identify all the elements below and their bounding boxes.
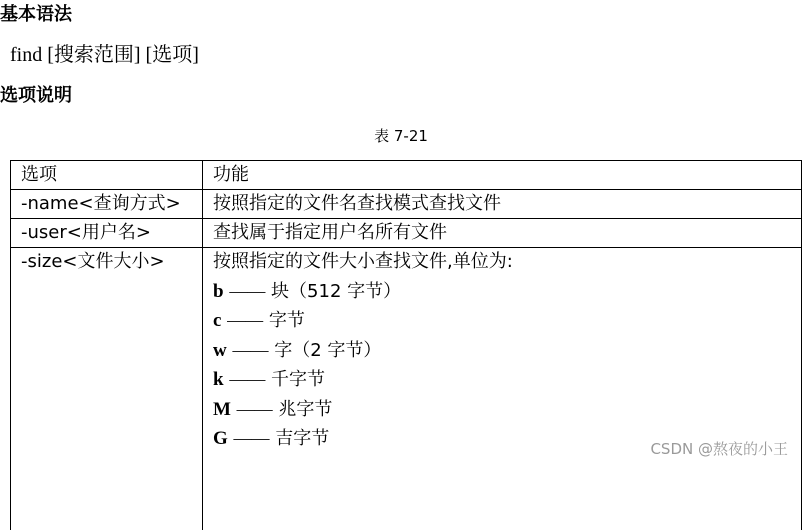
- function-cell: 按照指定的文件名查找模式查找文件: [203, 190, 802, 219]
- unit-dash: ——: [227, 310, 263, 330]
- basic-syntax-heading: 基本语法: [0, 4, 72, 26]
- table-caption: 表 7-21: [0, 126, 802, 146]
- size-unit-line: [213, 395, 801, 425]
- unit-dash: ——: [229, 369, 265, 389]
- unit-desc: 块（512 字节）: [271, 281, 401, 302]
- option-cell: -name<查询方式>: [11, 190, 203, 219]
- options-table: [10, 160, 802, 530]
- function-cell: 查找属于指定用户名所有文件: [203, 219, 802, 248]
- unit-code: w: [213, 340, 227, 361]
- table-row: [11, 190, 802, 219]
- unit-desc: 字（2 字节）: [274, 340, 381, 361]
- unit-code: b: [213, 281, 224, 302]
- option-cell: -size<文件大小>: [11, 248, 203, 530]
- header-function: 功能: [203, 161, 802, 190]
- unit-dash: ——: [237, 399, 273, 419]
- size-unit-line: [213, 365, 801, 395]
- unit-code: k: [213, 369, 224, 390]
- unit-desc: 千字节: [271, 369, 325, 390]
- size-function-text: 按照指定的文件大小查找文件,单位为:: [213, 248, 801, 277]
- unit-dash: ——: [234, 428, 270, 448]
- csdn-watermark: CSDN @熬夜的小王: [650, 439, 788, 459]
- unit-dash: ——: [232, 340, 268, 360]
- unit-desc: 兆字节: [278, 399, 332, 420]
- syntax-line: find [搜索范围] [选项]: [10, 43, 199, 67]
- table-row: [11, 248, 802, 530]
- header-option: 选项: [11, 161, 203, 190]
- unit-code: M: [213, 399, 231, 420]
- option-description-heading: 选项说明: [0, 85, 72, 107]
- unit-desc: 吉字节: [275, 428, 329, 449]
- unit-desc: 字节: [269, 310, 305, 331]
- size-unit-line: [213, 277, 801, 307]
- table-header-row: [11, 161, 802, 190]
- unit-dash: ——: [229, 281, 265, 301]
- size-unit-line: [213, 336, 801, 366]
- unit-code: G: [213, 428, 228, 449]
- function-cell: [203, 248, 802, 530]
- size-unit-line: [213, 306, 801, 336]
- table-row: [11, 219, 802, 248]
- option-cell: -user<用户名>: [11, 219, 203, 248]
- unit-code: c: [213, 310, 221, 331]
